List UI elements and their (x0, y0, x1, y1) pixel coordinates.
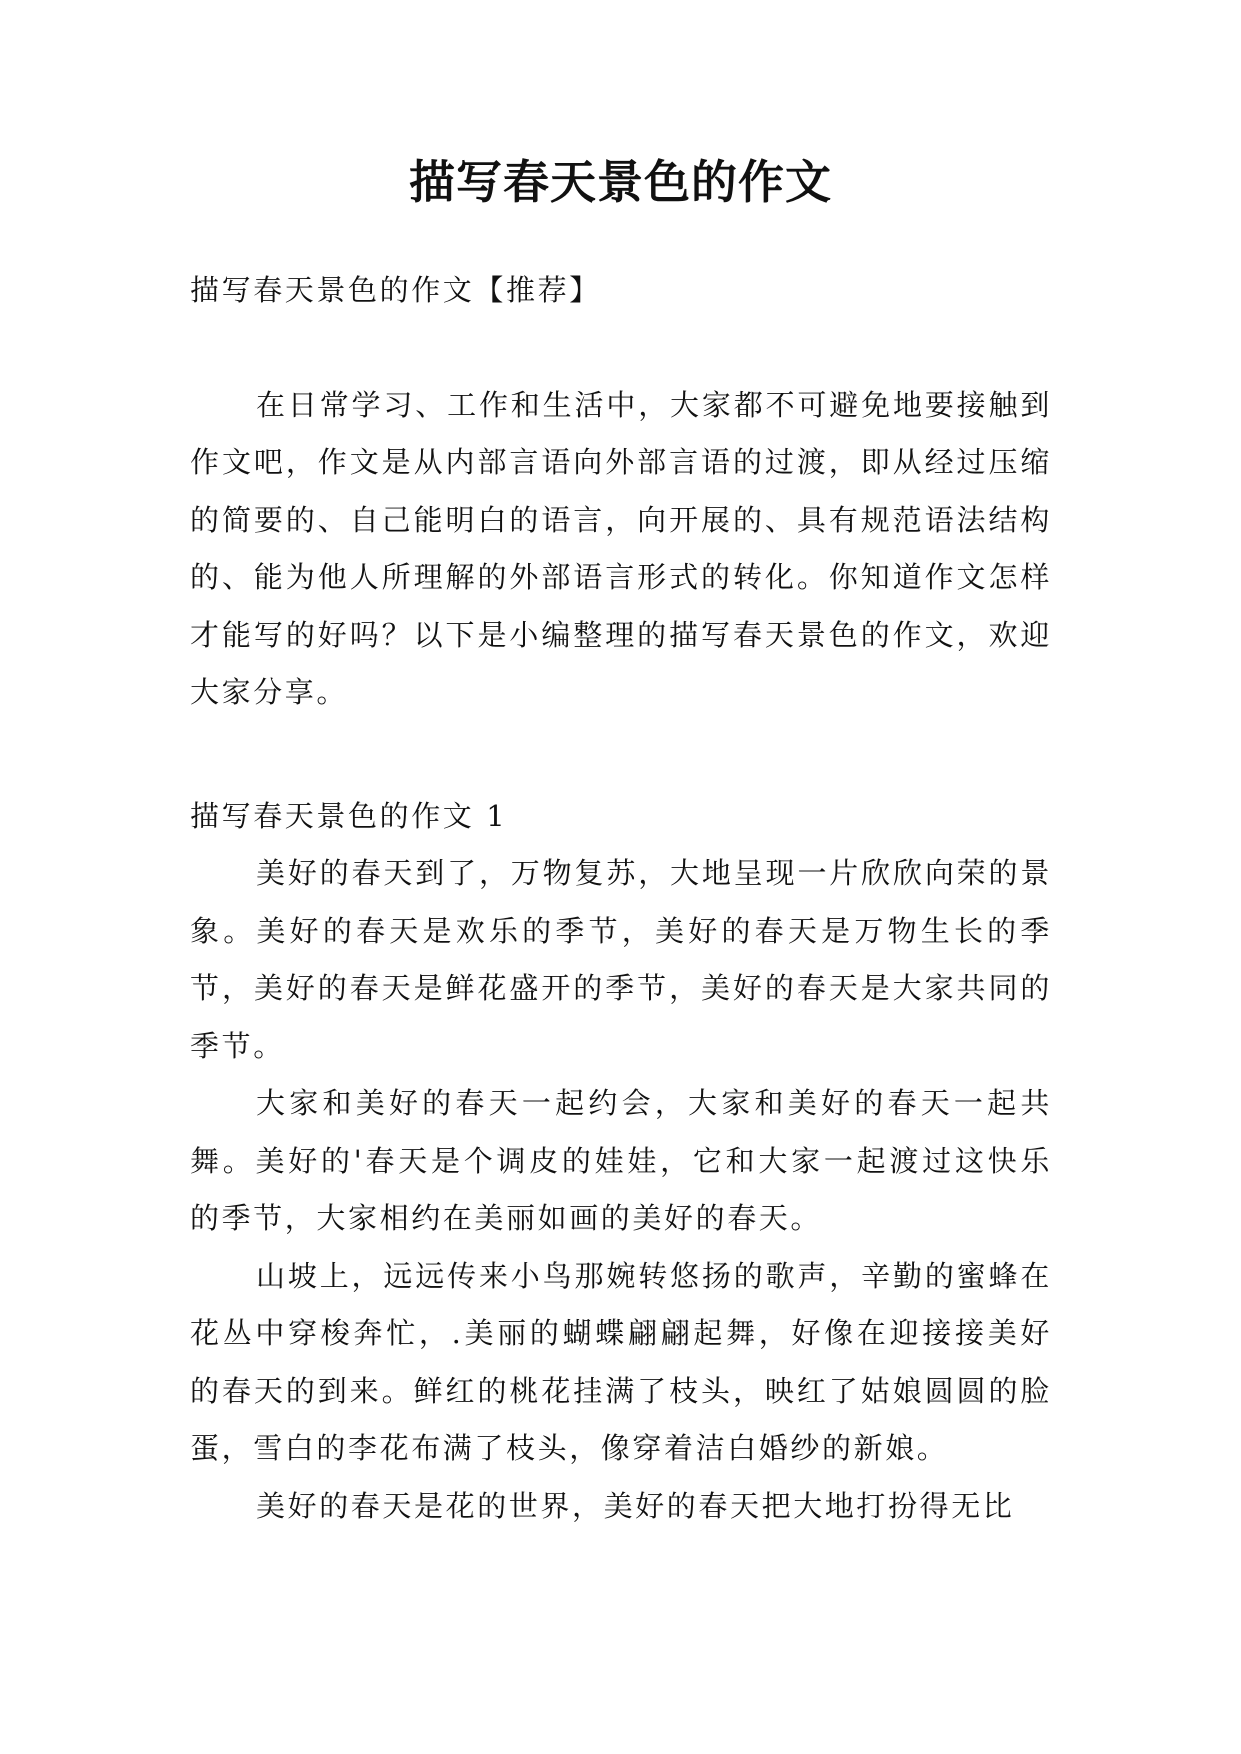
body-paragraph-3: 山坡上，远远传来小鸟那婉转悠扬的歌声，辛勤的蜜蜂在花丛中穿梭奔忙，.美丽的蝴蝶翩翩起舞，好像在迎接接美好的春天的到来。鲜红的桃花挂满了枝头，映红了姑娘圆圆的脸蛋，雪白的李花布满了枝头，像穿着洁白婚纱的新娘。 (190, 1258, 1052, 1465)
body-paragraph-1: 美好的春天到了，万物复苏，大地呈现一片欣欣向荣的景象。美好的春天是欢乐的季节，美好的春天是万物生长的季节，美好的春天是鲜花盛开的季节，美好的春天是大家共同的季节。 (190, 856, 1052, 1063)
spacer (190, 320, 1052, 377)
document-title: 描写春天景色的作文 (409, 155, 832, 209)
document-subtitle: 描写春天景色的作文【推荐】 (190, 273, 601, 307)
section-heading: 描写春天景色的作文 1 (190, 798, 508, 833)
body-paragraph-2: 大家和美好的春天一起约会，大家和美好的春天一起共舞。美好的'春天是个调皮的娃娃，它和大家一起渡过这快乐的季节，大家相约在美丽如画的美好的春天。 (190, 1086, 1052, 1235)
intro-paragraph: 在日常学习、工作和生活中，大家都不可避免地要接触到作文吧，作文是从内部言语向外部言语的过渡，即从经过压缩的简要的、自己能明白的语言，向开展的、具有规范语法结构的、能为他人所理解的外部语言形式的转化。你知道作文怎样才能写的好吗？以下是小编整理的描写春天景色的作文，欢迎大家分享。 (190, 387, 1052, 709)
spacer (190, 722, 1052, 788)
document-body (190, 262, 1052, 1535)
body-paragraph-4: 美好的春天是花的世界，美好的春天把大地打扮得无比 (256, 1488, 1015, 1523)
